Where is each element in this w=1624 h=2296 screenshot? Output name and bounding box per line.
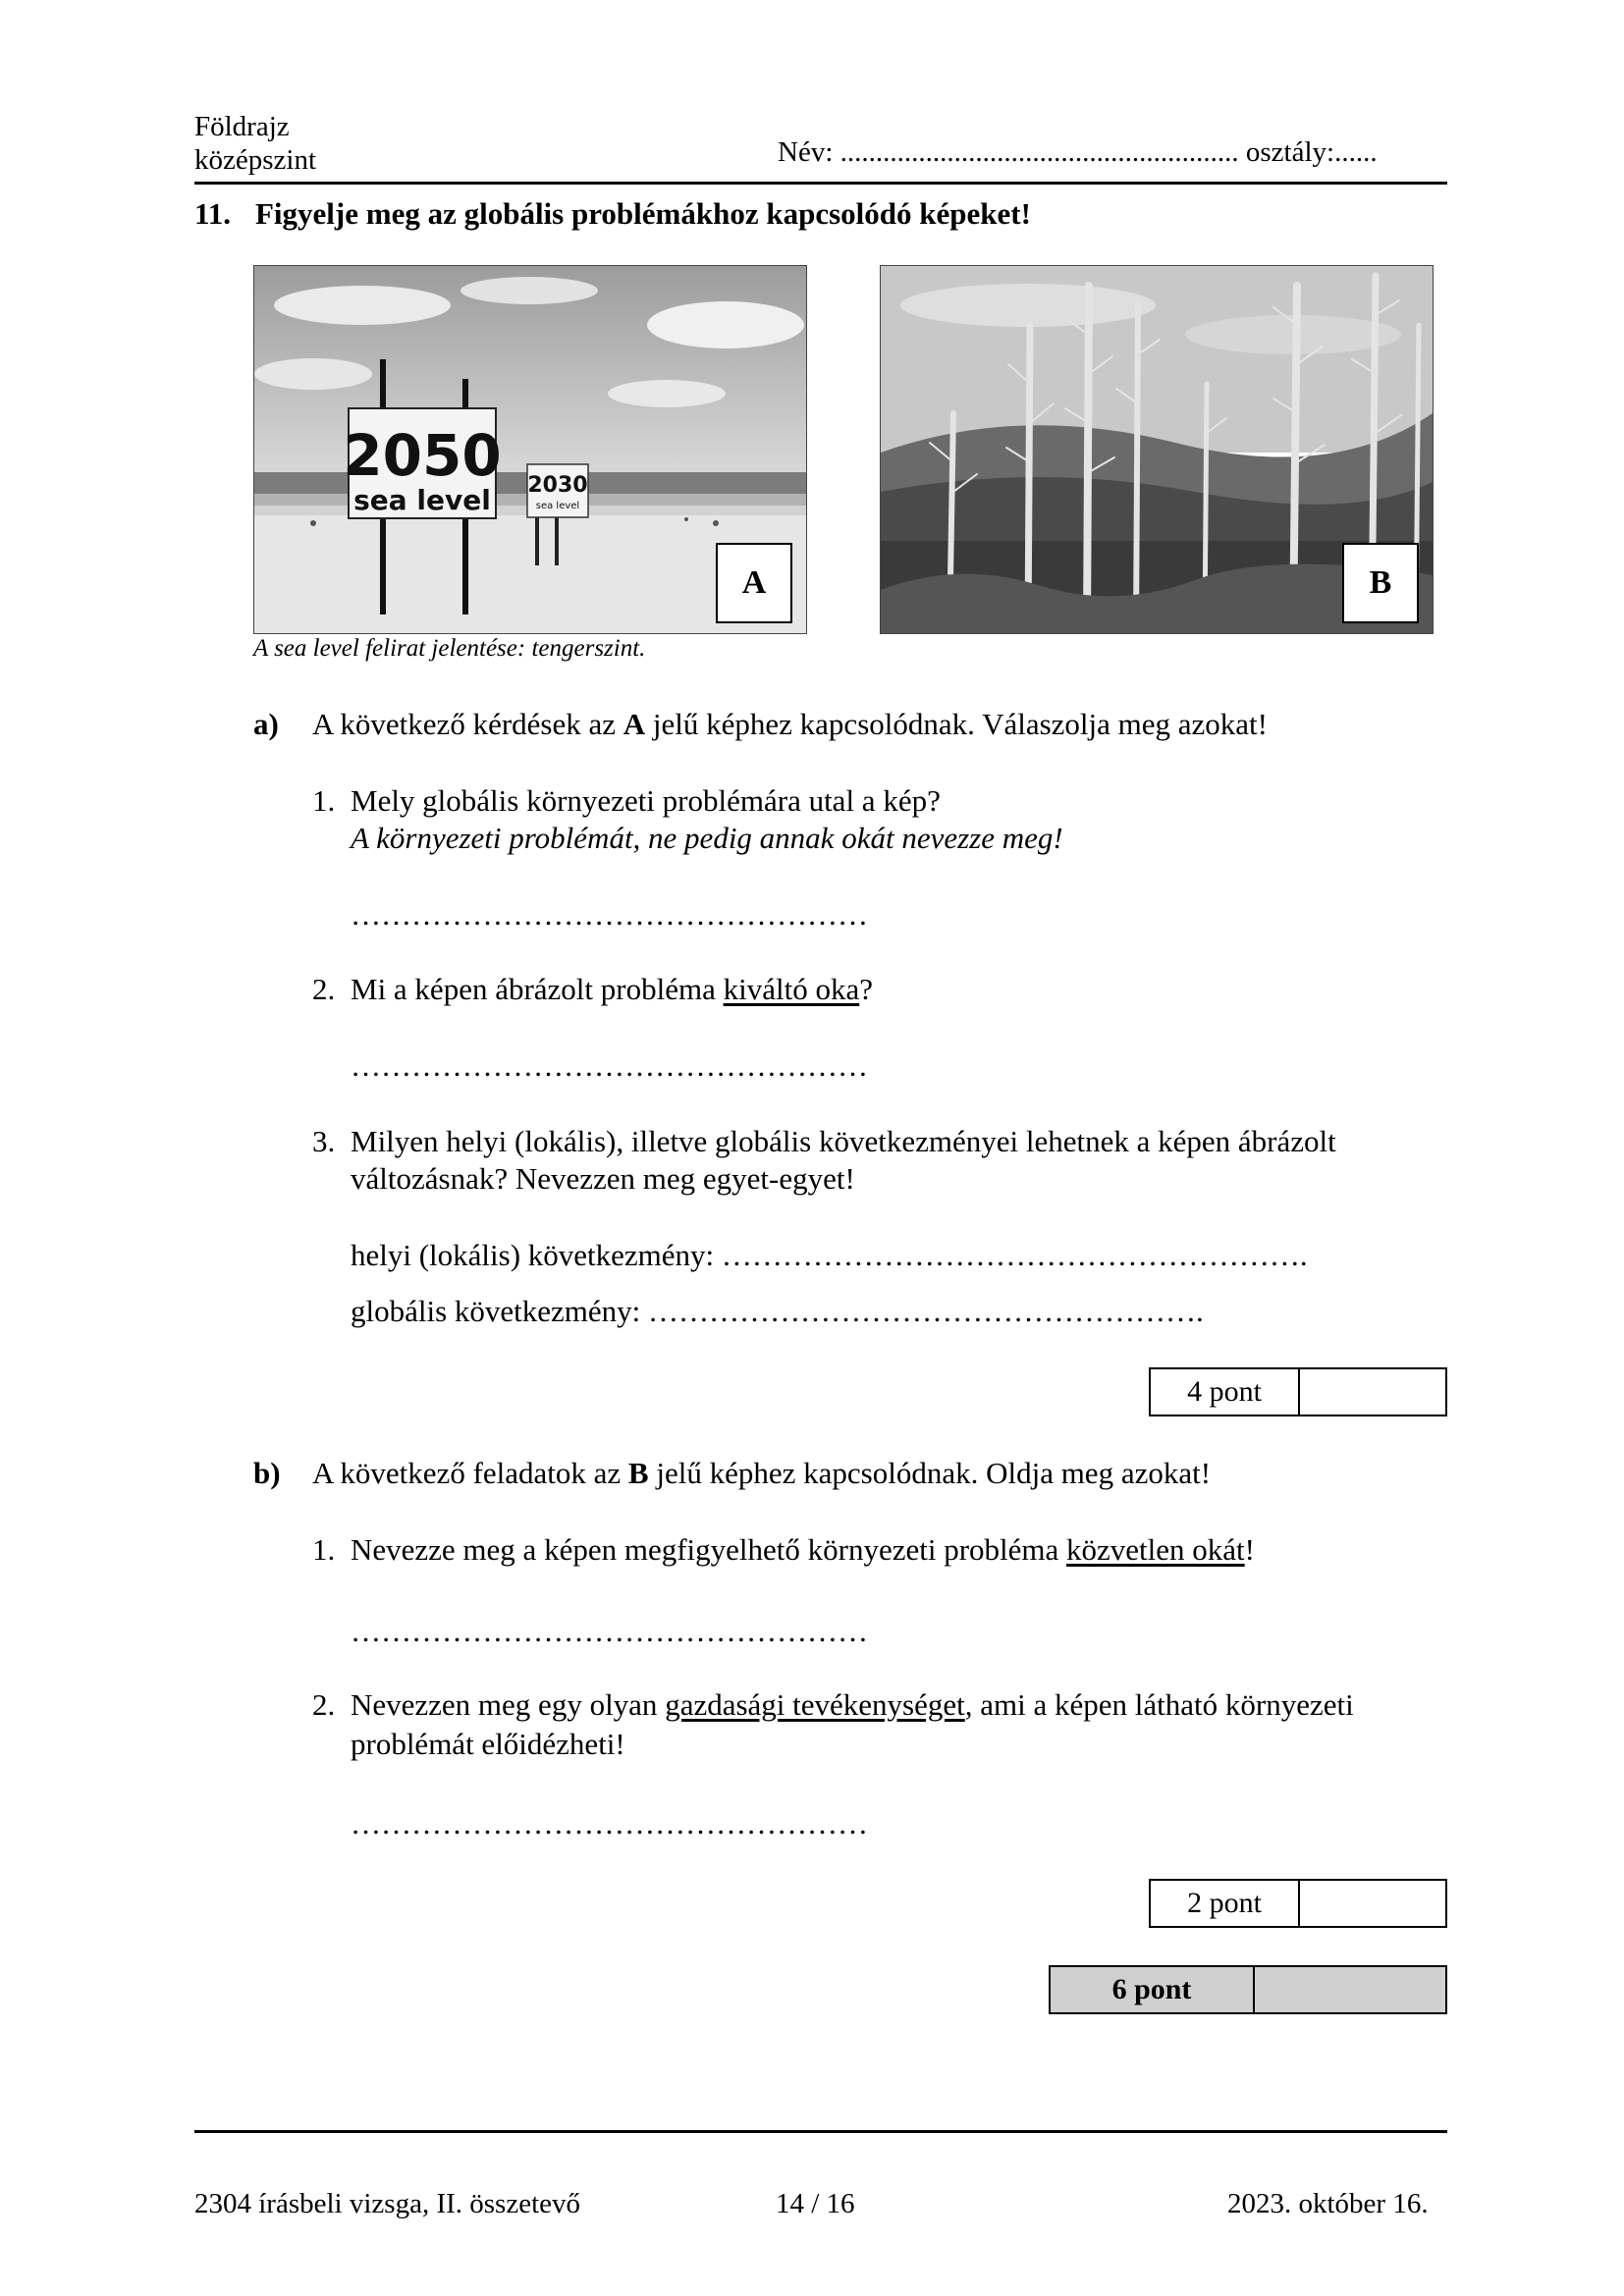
footer-date: 2023. október 16.: [1227, 2188, 1429, 2219]
total-max-points: 6 pont: [1111, 1973, 1192, 2005]
part-a-q2-answer-line[interactable]: ……………………………………………: [351, 1048, 868, 1083]
task-number: 11.: [194, 196, 232, 231]
part-a-q3-line1: Milyen helyi (lokális), illetve globális következményei lehetnek a képen ábrázolt: [351, 1124, 1336, 1158]
part-b-q1-text: Nevezze meg a képen megfigyelhető környezeti probléma közvetlen okát!: [351, 1532, 1255, 1567]
global-consequence-field[interactable]: globális következmény: ……………………………………………….: [351, 1294, 1204, 1328]
photo-b-label: B: [1342, 543, 1419, 623]
part-b-q2-text: Nevezzen meg egy olyan gazdasági tevékenységet, ami a képen látható környezeti: [351, 1687, 1354, 1722]
part-b-q2-answer-line[interactable]: ……………………………………………: [351, 1806, 868, 1841]
part-a-max-points: 4 pont: [1187, 1375, 1262, 1408]
total-earned-points[interactable]: [1253, 1967, 1445, 2012]
header-rule: [194, 182, 1447, 185]
part-b-earned-points[interactable]: [1298, 1881, 1445, 1926]
local-consequence-field[interactable]: helyi (lokális) következmény: ………………………………………………….: [351, 1238, 1308, 1272]
footer-exam: 2304 írásbeli vizsga, II. összetevő: [194, 2188, 581, 2219]
part-a-score-box: [1149, 1367, 1447, 1416]
photo-a-label: A: [716, 543, 792, 623]
part-a-q1-answer-line[interactable]: ……………………………………………: [351, 897, 868, 932]
part-a-letter: a): [253, 707, 279, 741]
photo-b-dead-forest: [880, 265, 1434, 634]
part-b-q2-line2: problémát előidézheti!: [351, 1727, 625, 1761]
sign-small-year: 2030: [527, 473, 588, 498]
part-a-q2-text: Mi a képen ábrázolt probléma kiváltó oka?: [351, 972, 873, 1006]
task-title: Figyelje meg az globális problémákhoz kapcsolódó képeket!: [255, 196, 1031, 231]
total-score-box: [1049, 1965, 1447, 2014]
part-b-q1-number: 1.: [312, 1532, 336, 1567]
sign-small-text: sea level: [535, 501, 580, 511]
level: középszint: [194, 144, 317, 176]
part-a-intro: A következő kérdések az A jelű képhez kapcsolódnak. Válaszolja meg azokat!: [312, 707, 1268, 741]
footer-rule: [194, 2130, 1447, 2133]
part-a-q3-number: 3.: [312, 1124, 336, 1158]
subject: Földrajz: [194, 111, 290, 142]
part-a-q1-number: 1.: [312, 783, 336, 818]
part-b-letter: b): [253, 1456, 281, 1490]
part-b-max-points: 2 pont: [1187, 1887, 1262, 1919]
name-class-field: Név: ........................................................ osztály:......: [778, 136, 1378, 168]
part-a-q1-note: A környezeti problémát, ne pedig annak okát nevezze meg!: [351, 821, 1063, 855]
part-a-q1-text: Mely globális környezeti problémára utal a kép?: [351, 783, 941, 818]
part-a-q2-number: 2.: [312, 972, 336, 1006]
part-a-earned-points[interactable]: [1298, 1369, 1445, 1415]
sign-big-year: 2050: [343, 422, 502, 489]
footer-page-number: 14 / 16: [776, 2188, 855, 2219]
part-b-q2-number: 2.: [312, 1687, 336, 1722]
part-b-q1-answer-line[interactable]: ……………………………………………: [351, 1614, 868, 1648]
image-caption: A sea level felirat jelentése: tengerszint.: [253, 635, 646, 662]
part-a-q3-line2: változásnak? Nevezzen meg egyet-egyet!: [351, 1161, 855, 1196]
photo-a-sea-level: [253, 265, 807, 634]
part-b-score-box: [1149, 1879, 1447, 1928]
part-b-intro: A következő feladatok az B jelű képhez kapcsolódnak. Oldja meg azokat!: [312, 1456, 1212, 1490]
sign-big-text: sea level: [353, 484, 491, 516]
